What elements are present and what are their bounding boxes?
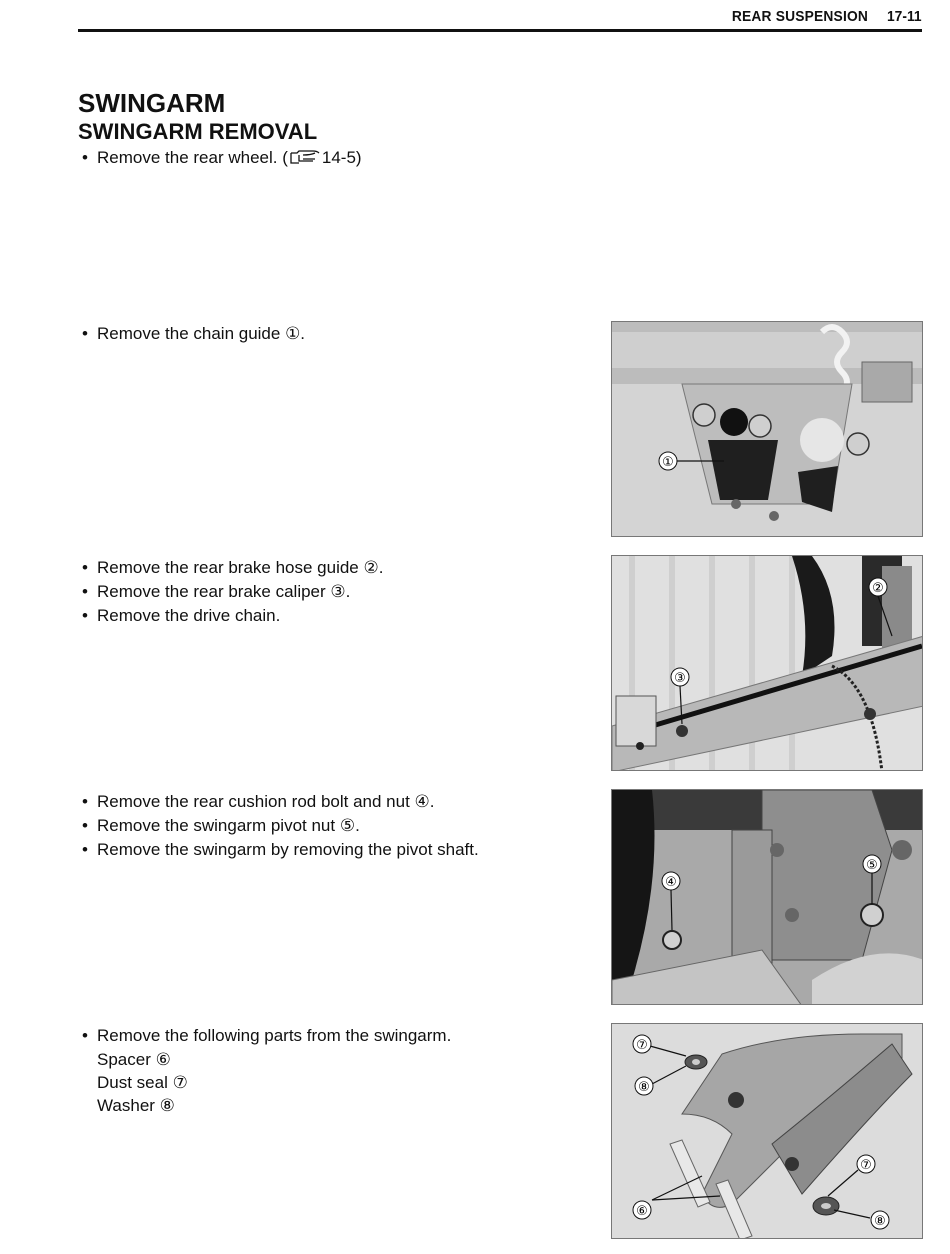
step-cushion-rod-bolt [82, 790, 435, 814]
bullet: • [82, 792, 88, 811]
step-drive-chain [82, 604, 280, 628]
step-following-parts [82, 1024, 451, 1048]
step-rear-wheel [82, 146, 362, 172]
bullet: • [82, 582, 88, 601]
step-chain-guide [82, 322, 305, 346]
step-text: Remove the drive chain. [97, 606, 281, 625]
photo-brake-caliper [611, 555, 923, 771]
bullet: • [82, 148, 88, 167]
bullet: • [82, 1026, 88, 1045]
step-text: Remove the rear brake hose guide ②. [97, 558, 384, 577]
section-subtitle: SWINGARM REMOVAL [78, 119, 318, 144]
bullet: • [82, 816, 88, 835]
callout-8a: ⑧ [638, 1080, 650, 1095]
bullet: • [82, 558, 88, 577]
callout-6: ⑥ [636, 1204, 648, 1219]
part-washer: Washer ⑧ [97, 1096, 175, 1115]
callout-7b: ⑦ [860, 1158, 872, 1173]
step-text: Remove the following parts from the swingarm. [97, 1026, 452, 1045]
callout-2: ② [872, 581, 884, 596]
callout-7a: ⑦ [636, 1038, 648, 1053]
bullet: • [82, 840, 88, 859]
callout-4: ④ [665, 875, 677, 890]
step-brake-caliper [82, 580, 350, 604]
header-rule [78, 29, 922, 32]
step-pivot-shaft [82, 838, 479, 862]
part-dust-seal: Dust seal ⑦ [97, 1073, 188, 1092]
photo-swingarm-pivot [611, 789, 923, 1005]
callout-8b: ⑧ [874, 1214, 886, 1229]
part-spacer: Spacer ⑥ [97, 1050, 171, 1069]
step-text: Remove the rear brake caliper ③. [97, 582, 351, 601]
pointing-hand-icon [289, 148, 321, 172]
step-text: Remove the rear wheel. ( [97, 148, 288, 167]
bullet: • [82, 324, 88, 343]
bullet: • [82, 606, 88, 625]
step-text: Remove the rear cushion rod bolt and nut ④. [97, 792, 435, 811]
header-page-number: 17-11 [887, 8, 922, 25]
reference-page: 14-5) [321, 148, 362, 167]
step-text: Remove the swingarm by removing the pivot shaft. [97, 840, 479, 859]
callout-5: ⑤ [866, 858, 878, 873]
step-text: Remove the chain guide ①. [97, 324, 306, 343]
photo-swingarm-parts [611, 1023, 923, 1239]
step-pivot-nut [82, 814, 360, 838]
step-text: Remove the swingarm pivot nut ⑤. [97, 816, 360, 835]
callout-3: ③ [674, 671, 686, 686]
callout-1: ① [662, 455, 674, 470]
header-section-title: REAR SUSPENSION [731, 8, 868, 25]
step-brake-hose-guide [82, 556, 383, 580]
photo-chain-guide [611, 321, 923, 537]
page-title: SWINGARM [78, 88, 226, 118]
